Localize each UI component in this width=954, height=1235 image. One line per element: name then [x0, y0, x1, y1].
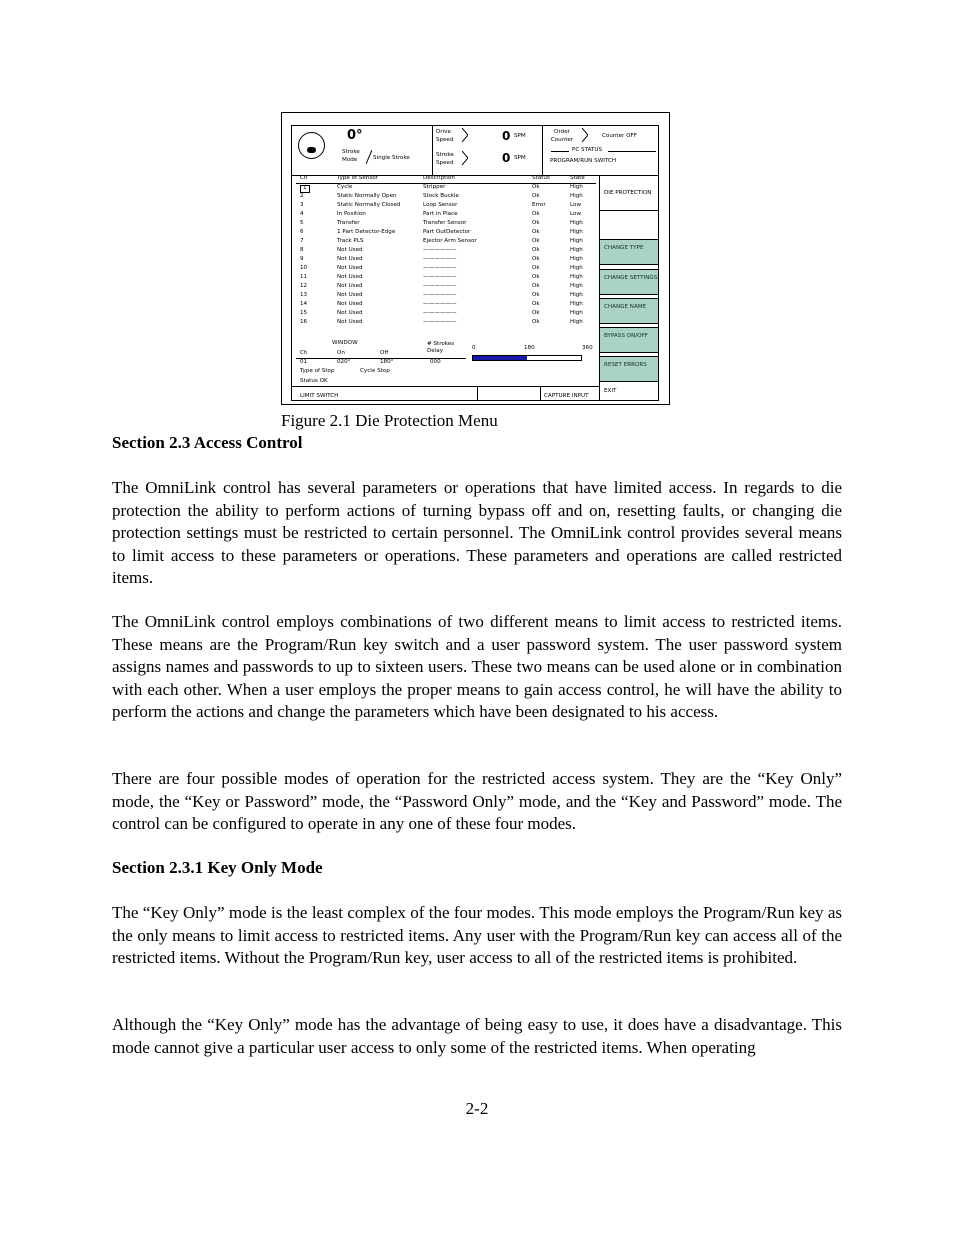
header-status: Status: [532, 175, 550, 181]
row-status: Error: [532, 202, 546, 208]
paragraph: The OmniLink control employs combinations of two different means to limit access to restricted items. These means are the Program/Run key switch and a user password system. The user password system assigns names and passwords to up to sixteen users. These two means can be used alone or in combination with each other. When a user employs the proper means to gain access control, he will have the ability to perform the actions and change the parameters which have been designated to his access.: [112, 612, 842, 721]
row-state: High: [570, 265, 583, 271]
paragraph: The OmniLink control has several parameters or operations that have limited access. In regards to die protection the ability to perform actions of turning bypass off and on, resetting faults, or changing die protection settings must be restricted to certain personnel. The OmniLink control provides several means to limit access to these parameters or operations. These parameters and operations are called restricted items.: [112, 478, 842, 587]
row-state: High: [570, 283, 583, 289]
row-channel: 16: [300, 319, 308, 325]
detail-on: 020°: [337, 359, 351, 365]
row-state: High: [570, 256, 583, 262]
row-state: High: [570, 220, 583, 226]
row-channel: 2: [300, 193, 304, 199]
table-row[interactable]: [292, 320, 598, 329]
row-state: High: [570, 301, 583, 307]
row-status: Ok: [532, 283, 540, 289]
stroke-mode-value: Single Stroke: [373, 155, 410, 161]
paragraph: Although the “Key Only” mode has the advantage of being easy to use, it does have a disadvantage. This mode cannot give a particular user access to only some of the restricted items. When operating: [112, 1015, 842, 1057]
scale-end: 360: [582, 345, 593, 351]
divider: [292, 386, 600, 387]
row-description: Part OutDetector: [423, 229, 471, 235]
program-run-switch: PROGRAM/RUN SWITCH: [550, 158, 617, 164]
row-description: Stripper: [423, 184, 446, 190]
row-sensor-type: Not Used: [337, 256, 363, 262]
row-channel: 14: [300, 301, 308, 307]
row-status: Ok: [532, 211, 540, 217]
chevron-right-icon: [582, 128, 588, 142]
row-channel: 4: [300, 211, 304, 217]
row-sensor-type: Not Used: [337, 274, 363, 280]
row-description: Transfer Sensor: [423, 220, 467, 226]
row-channel: 3: [300, 202, 304, 208]
scale-mid: 180: [524, 345, 535, 351]
stroke-window-fill: [473, 356, 527, 360]
angle-readout: 0°: [347, 128, 363, 143]
row-state: High: [570, 247, 583, 253]
header-ch: Ch: [300, 175, 308, 181]
row-state: High: [570, 184, 583, 190]
stroke-speed-unit: SPM: [514, 155, 526, 161]
row-channel: 1: [300, 185, 310, 193]
gauge-indicator-icon: [307, 147, 316, 153]
stroke-speed-value: 0: [502, 151, 511, 165]
row-sensor-type: Static Normally Closed: [337, 202, 401, 208]
detail-header-ch: Ch: [300, 350, 308, 356]
row-status: Ok: [532, 229, 540, 235]
row-state: High: [570, 229, 583, 235]
scale-start: 0: [472, 345, 476, 351]
row-sensor-type: Not Used: [337, 301, 363, 307]
paragraph: There are four possible modes of operation for the restricted access system. They are the “Key Only” mode, the “Key or Password” mode, the “Password Only” mode, and the “Key and Password” mode. The control can be configured to operate in any one of these four modes.: [112, 769, 842, 833]
row-description: ——————: [423, 301, 457, 307]
divider: [540, 386, 541, 400]
row-status: Ok: [532, 238, 540, 244]
row-sensor-type: Not Used: [337, 265, 363, 271]
detail-header-off: Off: [380, 350, 389, 356]
status-line: Status OK: [300, 378, 328, 384]
row-status: Ok: [532, 265, 540, 271]
stroke-window-bar: [472, 355, 582, 361]
section-heading: Section 2.3.1 Key Only Mode: [112, 858, 323, 877]
limit-switch-button[interactable]: LIMIT SWITCH: [300, 393, 339, 399]
counter-state: Counter OFF: [602, 133, 637, 139]
capture-input-button[interactable]: CAPTURE INPUT: [544, 393, 589, 399]
row-description: Loop Sensor: [423, 202, 458, 208]
section-heading: Section 2.3 Access Control: [112, 433, 303, 452]
drive-speed-label: Drive Speed: [436, 129, 454, 143]
divider: [600, 210, 658, 211]
row-status: Ok: [532, 184, 540, 190]
row-sensor-type: Transfer: [337, 220, 360, 226]
row-channel: 11: [300, 274, 308, 280]
die-protection-title: DIE PROTECTION: [604, 190, 652, 196]
figure-caption: Figure 2.1 Die Protection Menu: [281, 411, 498, 430]
row-description: ——————: [423, 256, 457, 262]
order-counter-label: Order Counter: [550, 129, 574, 143]
change-type-button[interactable]: CHANGE TYPE: [600, 239, 658, 265]
stroke-mode-label: Stroke Mode: [342, 149, 360, 163]
chevron-right-icon: [366, 150, 372, 164]
change-name-button[interactable]: CHANGE NAME: [600, 298, 658, 324]
row-description: ——————: [423, 247, 457, 253]
row-channel: 9: [300, 256, 304, 262]
stroke-speed-label: Stroke Speed: [436, 152, 454, 166]
change-settings-button[interactable]: CHANGE SETTINGS: [600, 269, 658, 295]
drive-speed-unit: SPM: [514, 133, 526, 139]
row-channel: 15: [300, 310, 308, 316]
row-state: High: [570, 238, 583, 244]
header-description: Description: [423, 175, 455, 181]
row-description: ——————: [423, 274, 457, 280]
row-channel: 6: [300, 229, 304, 235]
drive-speed-value: 0: [502, 129, 511, 143]
row-description: Ejector Arm Sensor: [423, 238, 477, 244]
row-status: Ok: [532, 220, 540, 226]
detail-header-on: On: [337, 350, 345, 356]
row-status: Ok: [532, 247, 540, 253]
die-protection-screen: [291, 125, 659, 401]
row-sensor-type: Not Used: [337, 310, 363, 316]
row-sensor-type: Track PLS: [337, 238, 364, 244]
row-description: ——————: [423, 265, 457, 271]
chevron-right-icon: [462, 151, 468, 165]
detail-off: 180°: [380, 359, 394, 365]
divider: [608, 151, 656, 152]
row-sensor-type: Cycle: [337, 184, 353, 190]
row-status: Ok: [532, 292, 540, 298]
pc-status: PC STATUS: [572, 147, 603, 153]
window-label: WINDOW: [332, 340, 358, 346]
row-description: ——————: [423, 292, 457, 298]
type-of-stop-label: Type of Stop: [300, 368, 335, 374]
row-channel: 12: [300, 283, 308, 289]
row-status: Ok: [532, 256, 540, 262]
row-sensor-type: In Position: [337, 211, 366, 217]
row-sensor-type: Not Used: [337, 292, 363, 298]
row-state: Low: [570, 202, 582, 208]
stroke-angle-gauge: [298, 132, 325, 159]
divider: [551, 151, 569, 152]
row-state: High: [570, 310, 583, 316]
row-status: Ok: [532, 310, 540, 316]
divider: [432, 126, 433, 175]
row-description: ——————: [423, 319, 457, 325]
detail-delay: 000: [430, 359, 441, 365]
cycle-stop-value: Cycle Stop: [360, 368, 390, 374]
page-number: 2-2: [465, 1099, 489, 1118]
row-description: Stock Buckle: [423, 193, 459, 199]
detail-ch: 01: [300, 359, 308, 365]
row-sensor-type: Static Normally Open: [337, 193, 397, 199]
row-state: High: [570, 292, 583, 298]
figure-frame: [281, 112, 670, 405]
row-channel: 10: [300, 265, 308, 271]
paragraph: The “Key Only” mode is the least complex of the four modes. This mode employs the Program/Run key as the only means to limit access to restricted items. Any user with the Program/Run key can access all of the restricted items. Without the Program/Run key, user access to all of the restricted items is prohibited.: [112, 903, 842, 967]
row-channel: 7: [300, 238, 304, 244]
row-state: High: [570, 319, 583, 325]
row-sensor-type: Not Used: [337, 247, 363, 253]
row-status: Ok: [532, 319, 540, 325]
row-description: Part in Place: [423, 211, 458, 217]
row-status: Ok: [532, 274, 540, 280]
row-state: High: [570, 274, 583, 280]
header-state: State: [570, 175, 585, 181]
reset-errors-button[interactable]: RESET ERRORS: [600, 356, 658, 382]
row-status: Ok: [532, 193, 540, 199]
row-sensor-type: Not Used: [337, 283, 363, 289]
strokes-delay-label: # Strokes Delay: [427, 341, 455, 354]
row-sensor-type: Not Used: [337, 319, 363, 325]
header-type: Type of Sensor: [337, 175, 378, 181]
bypass-on-off-button[interactable]: BYPASS ON/OFF: [600, 327, 658, 353]
row-sensor-type: 1 Part Detector-Edge: [337, 229, 396, 235]
divider: [477, 386, 478, 400]
row-status: Ok: [532, 301, 540, 307]
row-state: High: [570, 193, 583, 199]
row-channel: 8: [300, 247, 304, 253]
row-description: ——————: [423, 283, 457, 289]
exit-button[interactable]: EXIT: [604, 388, 617, 394]
divider: [542, 126, 543, 175]
chevron-right-icon: [462, 128, 468, 142]
row-channel: 5: [300, 220, 304, 226]
row-state: Low: [570, 211, 582, 217]
row-channel: 13: [300, 292, 308, 298]
row-description: ——————: [423, 310, 457, 316]
